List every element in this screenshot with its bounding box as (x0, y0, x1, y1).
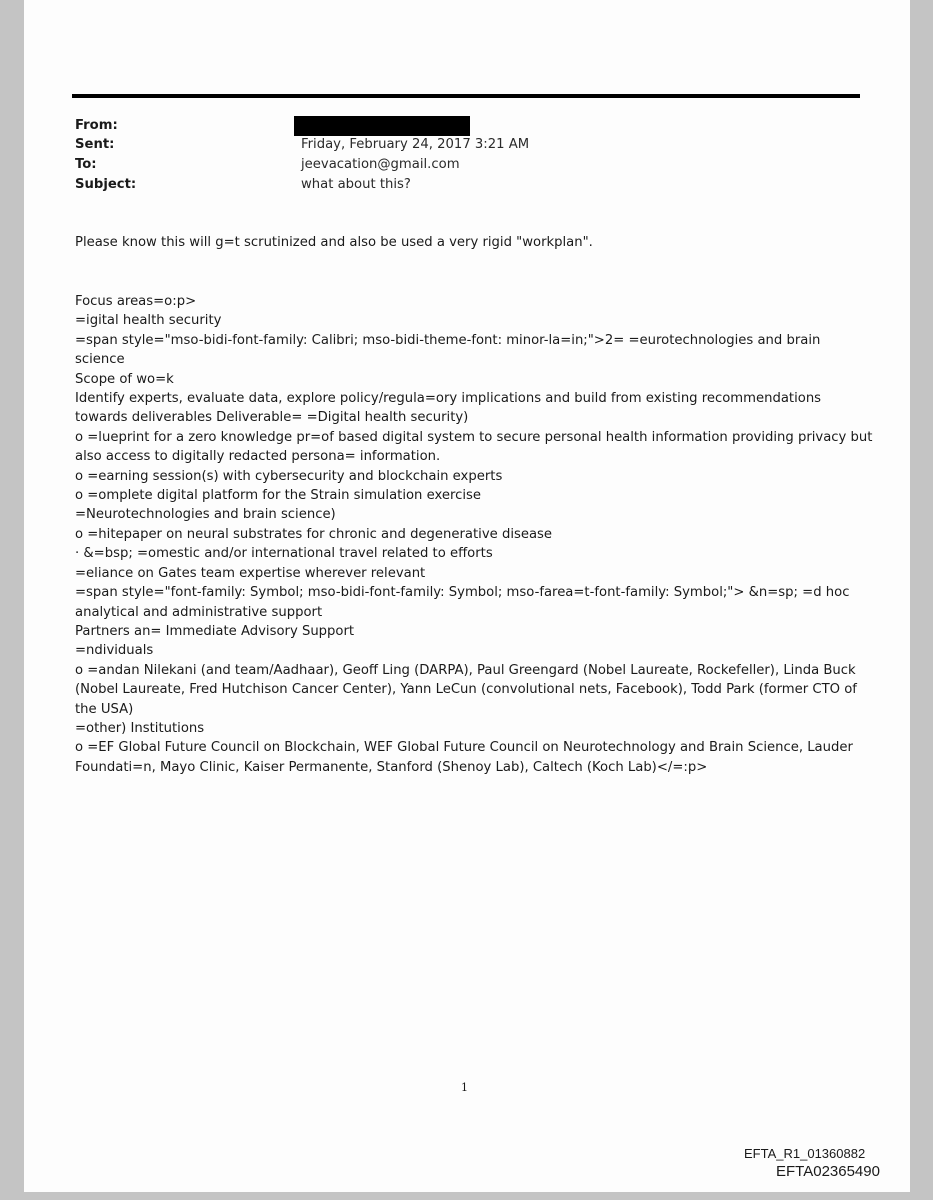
body-line: o =hitepaper on neural substrates for chronic and degenerative disease (75, 526, 553, 542)
header-divider (72, 94, 860, 98)
body-line: o =EF Global Future Council on Blockchain, WEF Global Future Council on Neurotechnology and Brain Science, Lauder (75, 740, 853, 756)
body-line: science (75, 352, 125, 368)
body-line: o =earning session(s) with cybersecurity and blockchain experts (75, 468, 503, 484)
from-label: From: (75, 118, 118, 133)
body-line: analytical and administrative support (75, 604, 323, 620)
page-number: 1 (461, 1081, 468, 1094)
body-line: towards deliverables Deliverable= =Digital health security) (75, 410, 469, 426)
sent-value: Friday, February 24, 2017 3:21 AM (301, 137, 530, 152)
body-line: Partners an= Immediate Advisory Support (75, 623, 355, 639)
to-label: To: (75, 157, 97, 172)
body-line: =igital health security (75, 313, 222, 329)
body-line: =span style="mso-bidi-font-family: Calibri; mso-bidi-theme-font: minor-la=in;">2= =eurotechnologies and brain (75, 332, 821, 348)
redaction-bar (294, 116, 470, 136)
body-line: Focus areas=o:p> (75, 294, 197, 309)
body-line: o =omplete digital platform for the Strain simulation exercise (75, 488, 482, 504)
body-line: (Nobel Laureate, Fred Hutchison Cancer Center), Yann LeCun (convolutional nets, Facebook), Todd Park (former CTO of (75, 682, 857, 698)
body-line: o =lueprint for a zero knowledge pr=of based digital system to secure personal health information providing privacy but (75, 429, 873, 445)
body-line: the USA) (75, 701, 134, 717)
body-line: =span style="font-family: Symbol; mso-bidi-font-family: Symbol; mso-farea=t-font-family: Symbol;"> &n=sp; =d hoc (75, 585, 850, 601)
body-line: Scope of wo=k (75, 371, 174, 387)
document-id-primary: EFTA_R1_01360882 (744, 1146, 866, 1161)
subject-label: Subject: (75, 177, 137, 192)
to-value: jeevacation@gmail.com (301, 157, 460, 172)
sent-label: Sent: (75, 137, 115, 152)
subject-value: what about this? (301, 177, 411, 192)
document-id-secondary: EFTA02365490 (776, 1163, 880, 1180)
body-line: =eliance on Gates team expertise wherever relevant (75, 565, 426, 581)
body-line: Foundati=n, Mayo Clinic, Kaiser Permanente, Stanford (Shenoy Lab), Caltech (Koch Lab)</=:p> (75, 759, 708, 775)
document-page (24, 0, 910, 1192)
body-line: · &=bsp; =omestic and/or international travel related to efforts (75, 546, 493, 562)
intro-line: Please know this will g=t scrutinized and also be used a very rigid "workplan". (75, 235, 593, 250)
body-line: Identify experts, evaluate data, explore policy/regula=ory implications and build from existing recommendations (75, 391, 822, 407)
body-line: also access to digitally redacted persona= information. (75, 449, 441, 465)
body-line: =ndividuals (75, 643, 154, 659)
body-line: =Neurotechnologies and brain science) (75, 507, 336, 523)
body-line: =other) Institutions (75, 720, 205, 736)
body-line: o =andan Nilekani (and team/Aadhaar), Geoff Ling (DARPA), Paul Greengard (Nobel Laureate, Rockefeller), Linda Buck (75, 662, 856, 678)
email-body (75, 292, 873, 777)
